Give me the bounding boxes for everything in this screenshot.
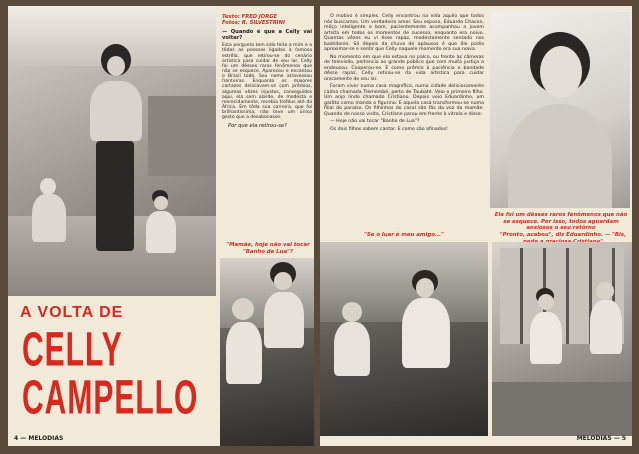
celly-portrait-photo: [490, 12, 630, 208]
credit-photo-name: R. SILVESTRINI: [241, 20, 285, 27]
column-2-ending: Os dois filhos sabem cantar. E como são afinados!: [330, 126, 448, 132]
column-2-paragraph-3: Foram viver numa casa magnífica, numa cidade deliciosamente calma chamada Tremembé, perto de Taubaté. Veio o primeiro filho. Um anjo lindo chamado Cristiano. Depois veio Eduardinho, um garôto como manda o figurino. E aquela casa transformou-se numa filial do paraíso. Os filhinhos do casal são fãs da voz da mamãe. Quando de nosso visita, Cristiane parou em frente à vitrola e disse:: [324, 84, 484, 117]
caption-record-question: "Mamãe, hoje não vai tocar "Banho de Lua"?: [226, 242, 310, 255]
column-1-question: Por que ela retirou-se?: [228, 122, 287, 129]
children-dancing-photo: [320, 242, 488, 436]
column-2-paragraph-1: O motivo é simples. Celly encontrou na vida aquilo que todos nós buscamos. Um verdadeiro amor. Seu esposo, Eduardo Chacon, môço inteligente e bom, pacientemente acompanhou a jovem artista em todos os momentos de sucesso, enquanto era noivo. Quantas vêzes eu vi êsse rapaz, modestamente sentado nos bastidores. Só depois da chuva de aplausos é que êle podia aproximar-se e sentir que Celly naquele momento era sua noiva.: [324, 14, 484, 52]
girl-by-record-player-photo: [220, 258, 314, 446]
caption-portrait: Ela foi um dêsses raros fenômenos que não se esquece. Por isso, todos aguardam ansiosos o seu retôrno: [494, 212, 628, 231]
title-line-2: CELLY: [22, 324, 123, 377]
column-2-quote: — Hoje não vai tocar "Banho de Lua"?: [330, 119, 420, 124]
family-photo: [8, 6, 216, 296]
article-column-1: [222, 14, 312, 131]
title-line-3: CAMPELLO: [22, 372, 199, 425]
left-page-footer: 4 — MELODIAS: [14, 435, 64, 442]
credit-photo-label: Fotos:: [222, 20, 240, 27]
right-page-footer: MELODIAS — 5: [576, 435, 626, 442]
title-line-1: A VOLTA DE: [20, 304, 124, 321]
left-page: [8, 6, 314, 446]
caption-moonlight: "Se o luar é meu amigo...": [364, 232, 444, 238]
right-page: [320, 6, 632, 446]
article-column-2: [324, 14, 484, 134]
column-2-paragraph-2: No momento em que ela estava no palco, ou frente às câmeras de televisão, pertencia ao grande público que com muita justiça a endeusou. Cooperou-se. E como prêmio à paciência e bondade dêsse rapaz, Celly retirou-se da vida artística para cuidar ùnicamente de seu lar.: [324, 54, 484, 82]
column-1-paragraph: Esta pergunta tem sido feita a mim e a tôdas as pessoas ligadas à famosa estrêla, que retirou-se do cenário artístico para cuidar de seu lar. Celly foi um dêsses raros fenômenos que não se esquece. Apareceu e encantou o Brasil todo. Seu nome atravessou fronteiras. Enquanto os maiores cartazes deliciavam-se com prêmios, algumas vêzes injustos, conseguidos aqui, ela sem alarde, de modesta e merecidamente, recebia troféus até da África. Em tôda sua carreira, que foi brilhantíssima, não teve um único gesto que a desabonasse.: [222, 43, 312, 121]
credit-text-label: Texto:: [222, 14, 240, 20]
children-window-photo: [492, 242, 632, 436]
credit-text-name: FRED JORGE: [241, 14, 278, 20]
intro-question: — Quando é que a Celly vai voltar?: [222, 28, 312, 41]
caption-encore: "Pronto, acabou", diz Eduardinho. — "Bis,: [499, 232, 627, 238]
